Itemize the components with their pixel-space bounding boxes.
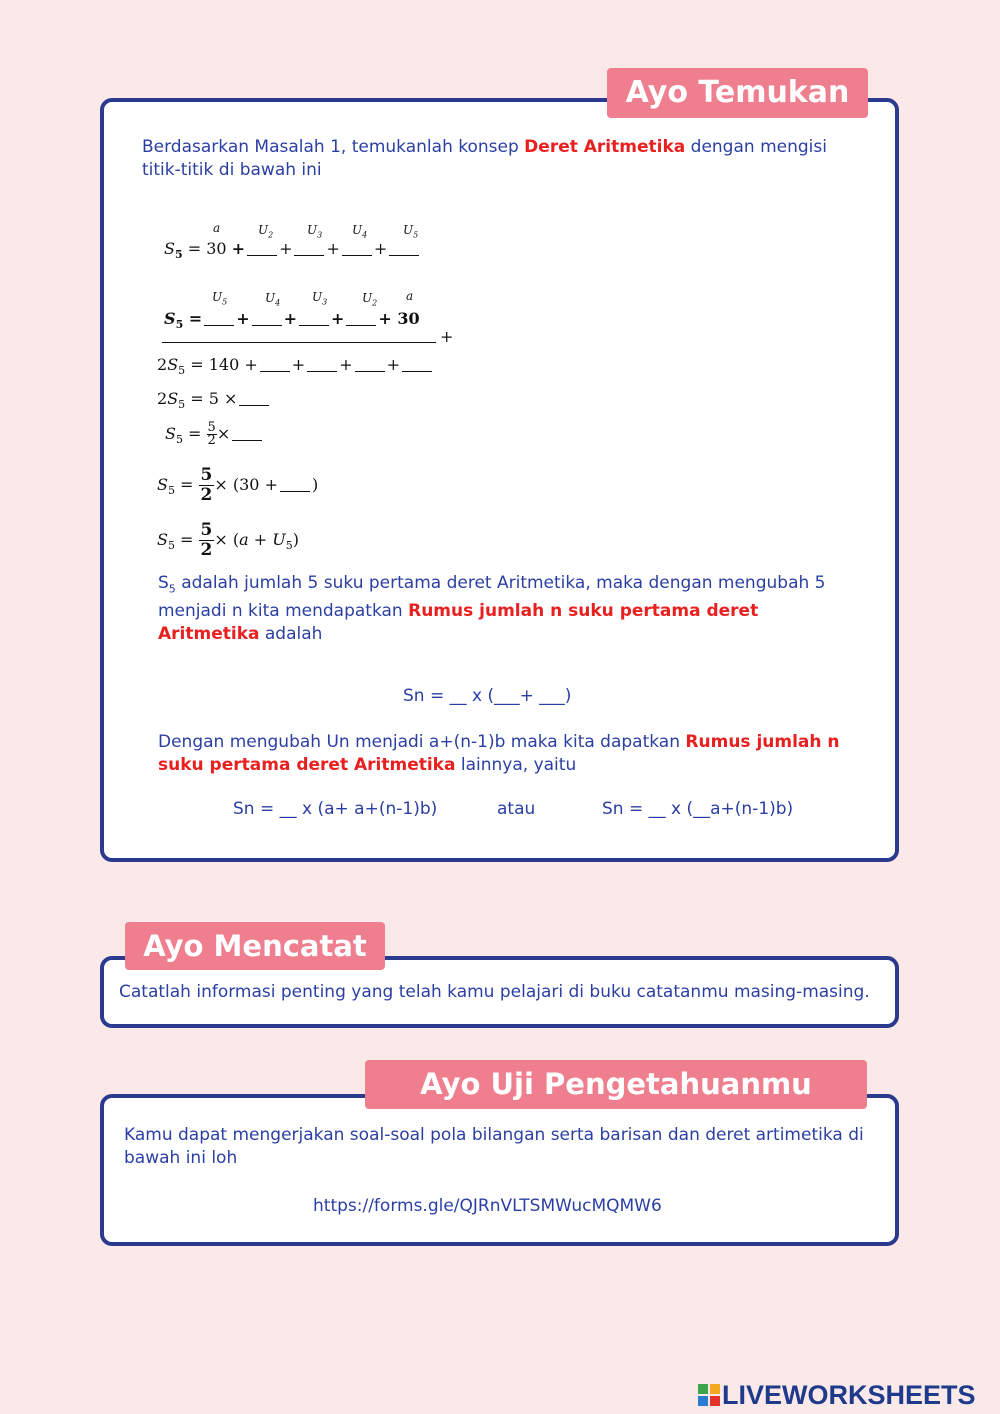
label-u4-row2: $U_4$ [265, 291, 281, 308]
rumus-highlight: Rumus jumlah n suku pertama deret Aritmetika [158, 601, 759, 645]
rumus-lainnya-highlight: Rumus jumlah n suku pertama deret Aritmetika [158, 732, 840, 775]
sn-formula-3: Sn = __ x (__a+(n-1)b) [602, 799, 794, 819]
blank-u2 [247, 255, 277, 256]
ayo-temukan-tag: Ayo Temukan [607, 68, 868, 118]
sum-line [162, 342, 436, 343]
mengubah-paragraph: Dengan mengubah Un menjadi a+(n-1)b maka kita dapatkan Rumus jumlah n suku pertama deret Aritmetika lainnya, yaitu [158, 732, 840, 775]
equation-s5-frac: $S_5$ = $\frac{5}{2}$ × [165, 422, 264, 447]
label-u3: $U_3$ [307, 223, 323, 240]
label-u5: $U_5$ [403, 223, 419, 240]
label-u2: $U_2$ [258, 223, 274, 240]
sum-plus: + [440, 327, 454, 346]
logo-icon [698, 1384, 720, 1406]
blank-u5 [389, 255, 419, 256]
label-u2-row2: $U_2$ [362, 291, 378, 308]
equation-row-1: $S_5 = 30$ + + + + [164, 239, 421, 261]
blank-row2-4 [346, 325, 376, 326]
uji-text: Kamu dapat mengerjakan soal-soal pola bilangan serta barisan dan deret artimetika di bawah ini loh [124, 1125, 864, 1168]
deret-aritmetika-highlight: Deret Aritmetika [524, 137, 686, 157]
label-u5-row2: $U_5$ [212, 290, 228, 307]
atau-text: atau [497, 799, 536, 819]
ayo-uji-card [100, 1094, 899, 1246]
equation-s5-general: $S_5$ = $\frac{5}{2}$ × $(a + U_5)$ [157, 520, 299, 560]
ayo-mencatat-tag: Ayo Mencatat [125, 922, 385, 970]
rumus-paragraph: $S_5$ adalah jumlah 5 suku pertama deret Aritmetika, maka dengan mengubah 5 menjadi n kita mendapatkan Rumus jumlah n suku pertama deret Aritmetika adalah [158, 573, 826, 645]
equation-s5-30: $S_5$ = $\frac{5}{2}$ × (30 + ) [157, 465, 319, 505]
blank-row2-1 [204, 325, 234, 326]
blank-row2-2 [252, 325, 282, 326]
label-u4: $U_4$ [352, 223, 368, 240]
blank-row2-3 [299, 325, 329, 326]
label-a: a [213, 221, 221, 235]
forms-link[interactable]: https://forms.gle/QJRnVLTSMWucMQMW6 [313, 1196, 662, 1216]
label-a-row2: a [406, 289, 414, 303]
liveworksheets-logo [698, 1382, 994, 1408]
intro-text: Berdasarkan Masalah 1, temukanlah konsep Deret Aritmetika dengan mengisi titik-titik di bawah ini [142, 137, 827, 180]
equation-row-2: $S_5$ = + + + + 30 [164, 309, 420, 332]
brand-text: LIVEWORKSHEETS [722, 1380, 976, 1410]
blank-u4 [342, 255, 372, 256]
ayo-uji-tag: Ayo Uji Pengetahuanmu [365, 1060, 867, 1109]
sn-formula-2: Sn = __ x (a+ a+(n-1)b) [233, 799, 438, 819]
sn-formula-1: Sn = __ x (___+ ___) [403, 686, 572, 706]
equation-2s5-5x: $2S_5 = 5$ × [157, 389, 271, 411]
mencatat-text: Catatlah informasi penting yang telah kamu pelajari di buku catatanmu masing-masing. [119, 982, 870, 1002]
blank-u3 [294, 255, 324, 256]
equation-2s5-140: $2S_5 = 140$ + + + + [157, 355, 434, 377]
label-u3-row2: $U_3$ [312, 290, 328, 307]
